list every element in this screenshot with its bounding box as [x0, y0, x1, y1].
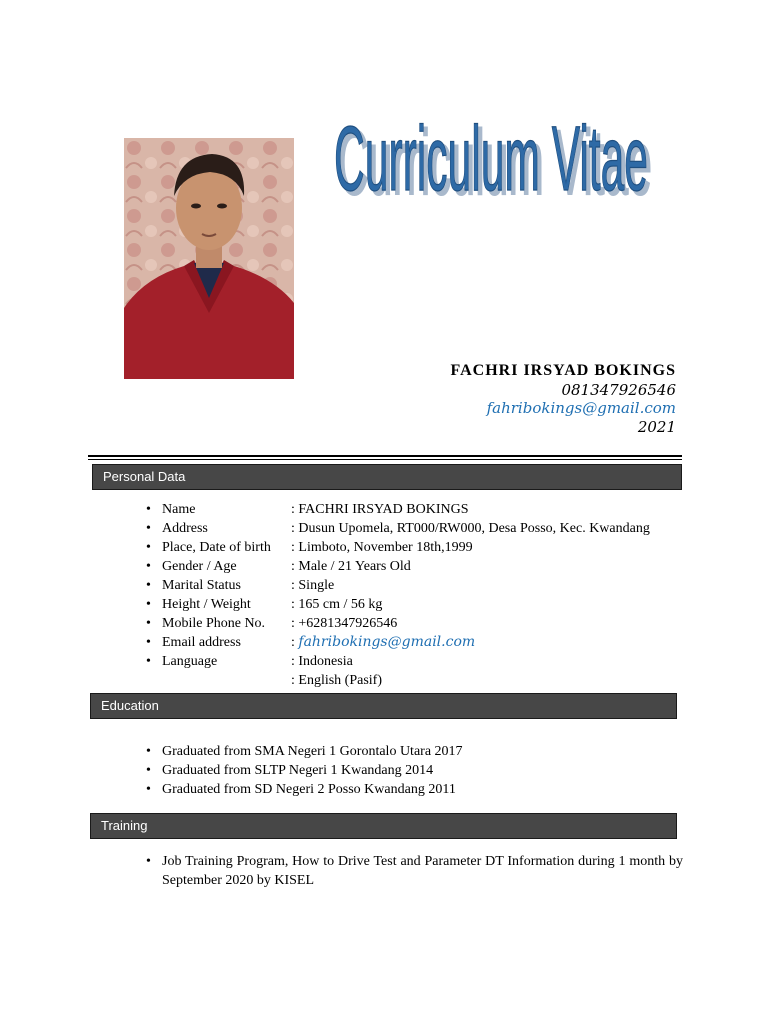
list-item: • Height / Weight : 165 cm / 56 kg: [146, 597, 383, 612]
list-item: • Address : Dusun Upomela, RT000/RW000, Desa Posso, Kec. Kwandang: [146, 521, 650, 536]
section-header-education: Education: [90, 693, 677, 719]
header-email[interactable]: fahribokings@gmail.com: [486, 399, 676, 417]
header-year: 2021: [637, 417, 676, 436]
svg-text:Curriculum Vitae: Curriculum Vitae: [338, 112, 652, 202]
list-item-continuation: : English (Pasif): [291, 673, 382, 688]
email-link[interactable]: fahribokings@gmail.com: [298, 634, 476, 650]
cv-title: [330, 92, 660, 202]
section-header-personal-data: Personal Data: [92, 464, 682, 490]
list-item: • Graduated from SMA Negeri 1 Gorontalo Utara 2017: [146, 744, 463, 759]
list-item: • Mobile Phone No. : +6281347926546: [146, 616, 398, 631]
divider-thin: [88, 459, 682, 460]
list-item: • Place, Date of birth : Limboto, November 18th,1999: [146, 540, 473, 555]
list-item: • Job Training Program, How to Drive Test and Parameter DT Information during 1 month by September 2020 by KISEL: [146, 854, 683, 888]
list-item: • Language : Indonesia: [146, 654, 353, 669]
list-item: • Gender / Age : Male / 21 Years Old: [146, 559, 411, 574]
training-list: [140, 852, 683, 890]
header-phone: 081347926546: [561, 380, 676, 399]
divider-thick: [88, 455, 682, 457]
list-item: • Email address : fahribokings@gmail.com: [146, 634, 476, 650]
svg-text:Curriculum Vitae: Curriculum Vitae: [334, 108, 648, 202]
section-header-training: Training: [90, 813, 677, 839]
contact-block: [451, 362, 676, 436]
list-item: • Name : FACHRI IRSYAD BOKINGS: [146, 502, 469, 517]
header-name: FACHRI IRSYAD BOKINGS: [450, 362, 676, 379]
list-item: • Marital Status : Single: [146, 578, 335, 593]
education-list: [140, 742, 700, 799]
profile-photo: [124, 138, 294, 379]
list-item: • Graduated from SD Negeri 2 Posso Kwandang 2011: [146, 782, 456, 797]
list-item: • Graduated from SLTP Negeri 1 Kwandang 2014: [146, 763, 434, 778]
personal-data-list: [140, 500, 700, 690]
